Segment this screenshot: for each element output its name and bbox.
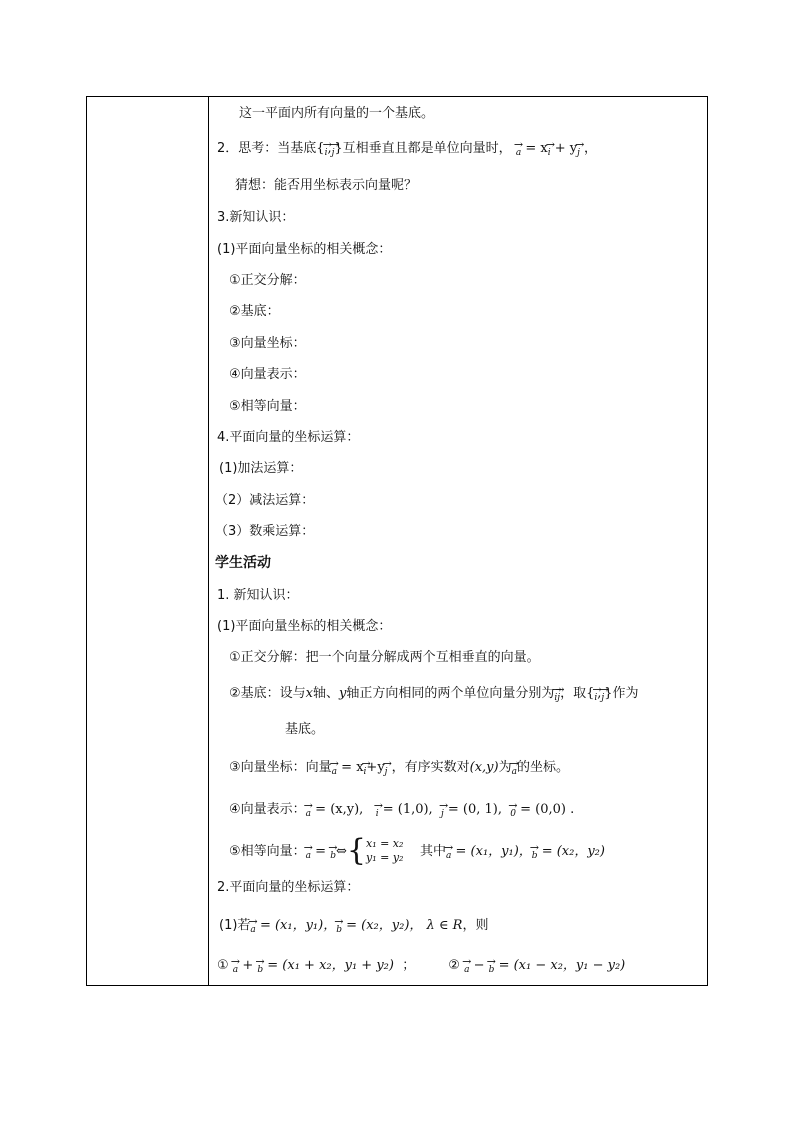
line-addition [219,460,302,478]
line-coord-ops [217,429,359,447]
line-basis-conclusion [239,105,434,123]
math-text: = (1,0), [382,802,433,817]
vector-j: → j [577,138,580,162]
vector-j: → j [385,757,388,781]
text: ，则 [462,918,489,933]
line-basis-def-cont [285,721,324,739]
text: ②基底： [229,304,280,319]
text: (1)平面向量坐标的相关概念： [217,619,392,634]
vector-b: → b [489,955,495,979]
vector-i: → i [364,757,367,781]
text: 其中 [419,844,446,859]
vector-b: → b [257,955,263,979]
text: ⑤相等向量： [229,844,306,859]
math-sum: = (x₁ + x₂，y₁ + y₂) [267,958,394,973]
text: 轴、 [313,686,340,701]
line-sum-diff [217,955,625,979]
vector-a: → a [250,915,255,939]
line-vector-coord-def [229,757,569,781]
text: ② [448,958,460,973]
vector-a: → a [512,757,517,781]
vector-zero: → 0 [510,799,516,823]
vector-a: → a [332,757,337,781]
line-vector-repr-def [229,799,574,823]
line-scalar [215,523,314,541]
text: 2.平面向量的坐标运算： [217,880,360,895]
line-orthogonal [229,272,306,290]
line-vector-repr [229,366,306,384]
line-concepts [217,241,391,259]
math-text: = (x₂，y₂)， [346,918,423,933]
line-coord-ops-2 [217,879,359,897]
text: 作为 [612,686,639,701]
line-subtraction [215,492,314,510]
vector-a: → a [306,835,311,871]
vector-b: → b [330,835,336,871]
text: ③向量坐标：向量 [229,760,332,775]
equation-system: {x₁ = x₂ y₁ = y₂ [346,833,404,869]
iff-symbol: ⇔ [335,844,347,859]
text: = x [525,141,548,156]
text: 轴正方向相同的两个单位向量分别为 [346,686,555,701]
text: ， [584,141,598,156]
math-text: +y [366,760,385,775]
vector-i: → i [376,799,379,823]
vector-a: → a [233,955,238,979]
text: 的坐标。 [516,760,569,775]
system-row-1: x₁ = x₂ [365,837,404,851]
text: ； [402,958,416,973]
line-basis-def: ②基底：设与x轴、y轴正方向相同的两个单位向量分别为→ i→ j，取{→ i,→ j}作为 [229,683,639,707]
text: 学生活动 [215,555,271,571]
vector-b: → b [532,835,538,871]
vector-i: → i [554,683,557,707]
math-lambda: λ ∈ R [426,918,463,933]
right-column-cell [209,97,707,985]
system-row-2: y₁ = y₂ [365,851,404,865]
text: (1)若 [219,918,251,933]
left-column-cell [87,97,209,985]
vector-j: → j [332,138,335,162]
math-text: − [473,958,485,973]
line-basis [229,303,280,321]
text: ②基底：设与 [229,686,306,701]
math-text: = x [341,760,364,775]
text: （3）数乘运算： [215,524,315,539]
math-text: = (0,0) . [520,802,575,817]
vector-j: → j [601,683,604,707]
text: 2．思考：当基底 [217,141,317,156]
text: 4.平面向量的坐标运算： [217,430,360,445]
text: + y [554,141,578,156]
text: 3.新知认识： [217,210,295,225]
math-xy: (x,y) [469,760,499,775]
vector-b: → b [336,915,342,939]
vector-j: → j [441,799,444,823]
vector-a: → a [306,799,311,823]
text: (1)平面向量坐标的相关概念： [217,242,392,257]
text: ①正交分解： [229,273,306,288]
text: （2）减法运算： [215,493,315,508]
text: ③向量坐标： [229,336,306,351]
line-equal-vectors-def [229,835,605,871]
math-text: = (x₂，y₂) [541,844,605,859]
text: 猜想：能否用坐标表示向量呢？ [235,178,418,193]
text: ① [217,958,229,973]
text: ，有序实数对 [391,760,470,775]
vector-a: → a [446,835,451,871]
math-text: = [315,844,327,859]
math-text: = (x₁，y₁)， [455,844,532,859]
text: ，取 [560,686,587,701]
vector-i: → i [594,683,597,707]
math-y: y [339,686,347,701]
vector-a: → a [516,138,521,162]
text: ④向量表示： [229,802,306,817]
text: ④向量表示： [229,367,306,382]
line-concepts-2 [217,618,391,636]
vector-j: → j [557,683,560,707]
math-text: + [242,958,254,973]
text: ⑤相等向量： [229,399,306,414]
text: 这一平面内所有向量的一个基底。 [239,106,435,121]
text: 1. 新知认识： [217,588,299,603]
vector-i: → i [325,138,328,162]
vector-a: → a [464,955,469,979]
text: 基底。 [285,722,325,737]
line-think: 2．思考：当基底{→ i,→ j}互相垂直且都是单位向量时， → a = x→ i + y→ j ， [217,138,597,162]
content-table [86,96,708,986]
math-diff: = (x₁ − x₂，y₁ − y₂) [498,958,626,973]
line-new-knowledge [217,209,294,227]
math-text: = (x,y), [315,802,364,817]
text: 互相垂直且都是单位向量时， [342,141,512,156]
text: (1)加法运算： [219,461,303,476]
line-guess [235,177,417,195]
math-text: = (0, 1), [447,802,503,817]
section-heading-student-activity [215,554,271,572]
math-text: = (x₁，y₁)， [259,918,337,933]
line-if-condition [219,915,488,939]
line-new-knowledge-2 [217,587,299,605]
line-orthogonal-def [229,649,540,667]
text: 为 [498,760,512,775]
line-vector-coord [229,335,306,353]
math-x: x [305,686,313,701]
vector-i: → i [548,138,551,162]
text: ①正交分解：把一个向量分解成两个互相垂直的向量。 [229,650,540,665]
line-equal-vectors [229,398,306,416]
